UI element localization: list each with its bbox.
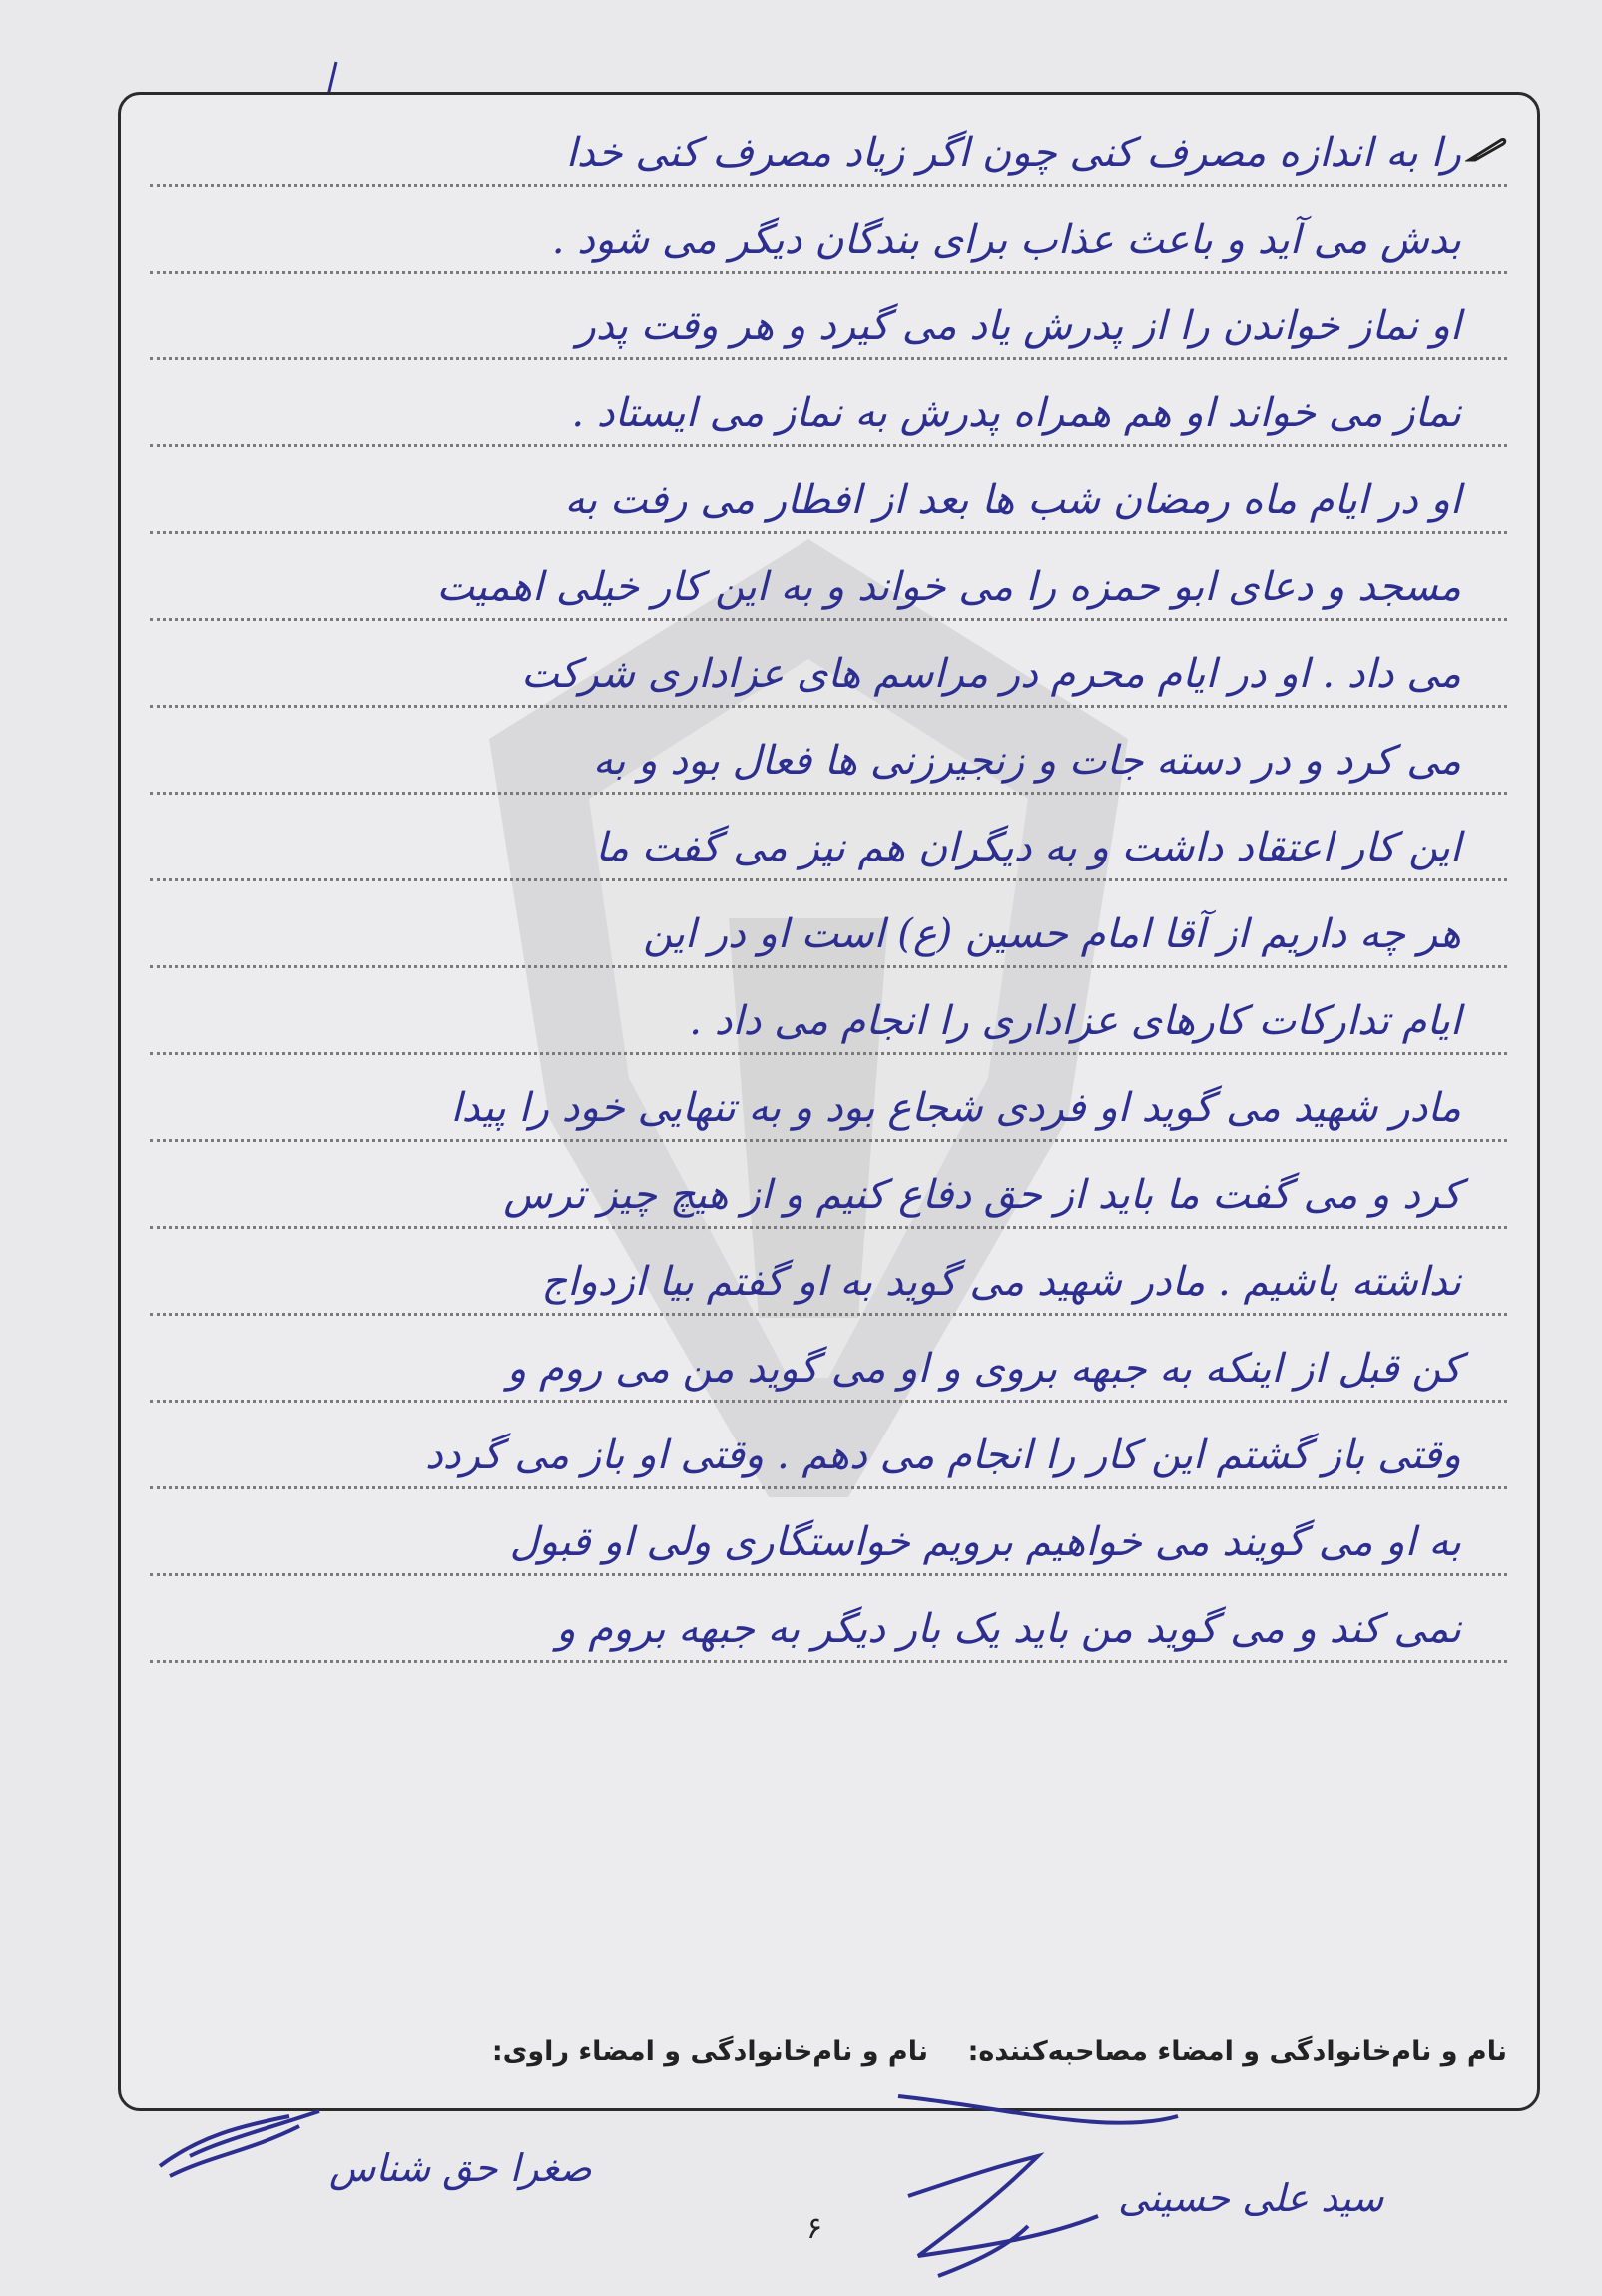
text-line [150,795,1507,881]
handwritten-text-area [150,100,1507,1663]
text-line [150,1316,1507,1403]
text-line [150,447,1507,534]
handwritten-line: را به اندازه مصرف کنی چون اگر زیاد مصرف کنی خدا [565,130,1461,176]
handwritten-line: نداشته باشیم . مادر شهید می گوید به او گفتم بیا ازدواج [541,1259,1461,1305]
handwritten-line: نمی کند و می گوید من باید یک بار دیگر به جبهه بروم و [556,1606,1461,1652]
text-line [150,1229,1507,1316]
handwritten-line: مسجد و دعای ابو حمزه را می خواند و به این کار خیلی اهمیت [436,564,1461,610]
text-line [150,1576,1507,1663]
narrator-name-handwritten: صغرا حق شناس [329,2146,592,2190]
handwritten-line: وقتی باز گشتم این کار را انجام می دهم . وقتی او باز می گردد [424,1433,1461,1478]
text-line [150,968,1507,1055]
text-line [150,1142,1507,1229]
text-line [150,621,1507,708]
narrator-signature [150,2096,329,2186]
handwritten-line: کرد و می گفت ما باید از حق دفاع کنیم و از هیچ چیز ترس [503,1172,1461,1218]
handwritten-line: می داد . او در ایام محرم در مراسم های عزاداری شرکت [521,651,1461,697]
text-line [150,1055,1507,1142]
text-line [150,1489,1507,1576]
handwritten-line: می کرد و در دسته جات و زنجیرزنی ها فعال بود و به [592,738,1461,784]
handwritten-line: این کار اعتقاد داشت و به دیگران هم نیز می گفت ما [595,825,1461,870]
narrator-label: نام و نام‌خانوادگی و امضاء راوی: [491,2036,928,2067]
handwritten-line: هر چه داریم از آقا امام حسین (ع) است او در این [643,911,1461,957]
handwritten-line: او نماز خواندن را از پدرش یاد می گیرد و هر وقت پدر [576,303,1461,349]
text-line [150,274,1507,360]
text-line [150,881,1507,968]
handwritten-line: نماز می خواند او هم همراه پدرش به نماز می ایستاد . [571,390,1461,436]
quill-pen-icon [1465,134,1507,164]
text-line [150,100,1507,187]
page-number: ۶ [806,2211,823,2246]
handwritten-line: به او می گویند می خواهیم برویم خواستگاری ولی او قبول [509,1519,1461,1565]
handwritten-line: مادر شهید می گوید او فردی شجاع بود و به تنهایی خود را پیدا [450,1085,1461,1131]
footer-labels [150,2036,1507,2076]
text-line [150,187,1507,274]
handwritten-line: بدش می آید و باعث عذاب برای بندگان دیگر می شود . [551,217,1461,263]
interviewer-label: نام و نام‌خانوادگی و امضاء مصاحبه‌کننده: [967,2036,1507,2067]
handwritten-line: او در ایام ماه رمضان شب ها بعد از افطار می رفت به [564,477,1461,523]
handwritten-line: کن قبل از اینکه به جبهه بروی و او می گوید من می روم و [506,1346,1461,1392]
interviewer-name-handwritten: سید علی حسینی [1118,2176,1384,2220]
text-line [150,708,1507,795]
handwritten-line: ایام تدارکات کارهای عزاداری را انجام می داد . [689,998,1461,1044]
text-line [150,360,1507,447]
text-line [150,534,1507,621]
text-line [150,1403,1507,1489]
